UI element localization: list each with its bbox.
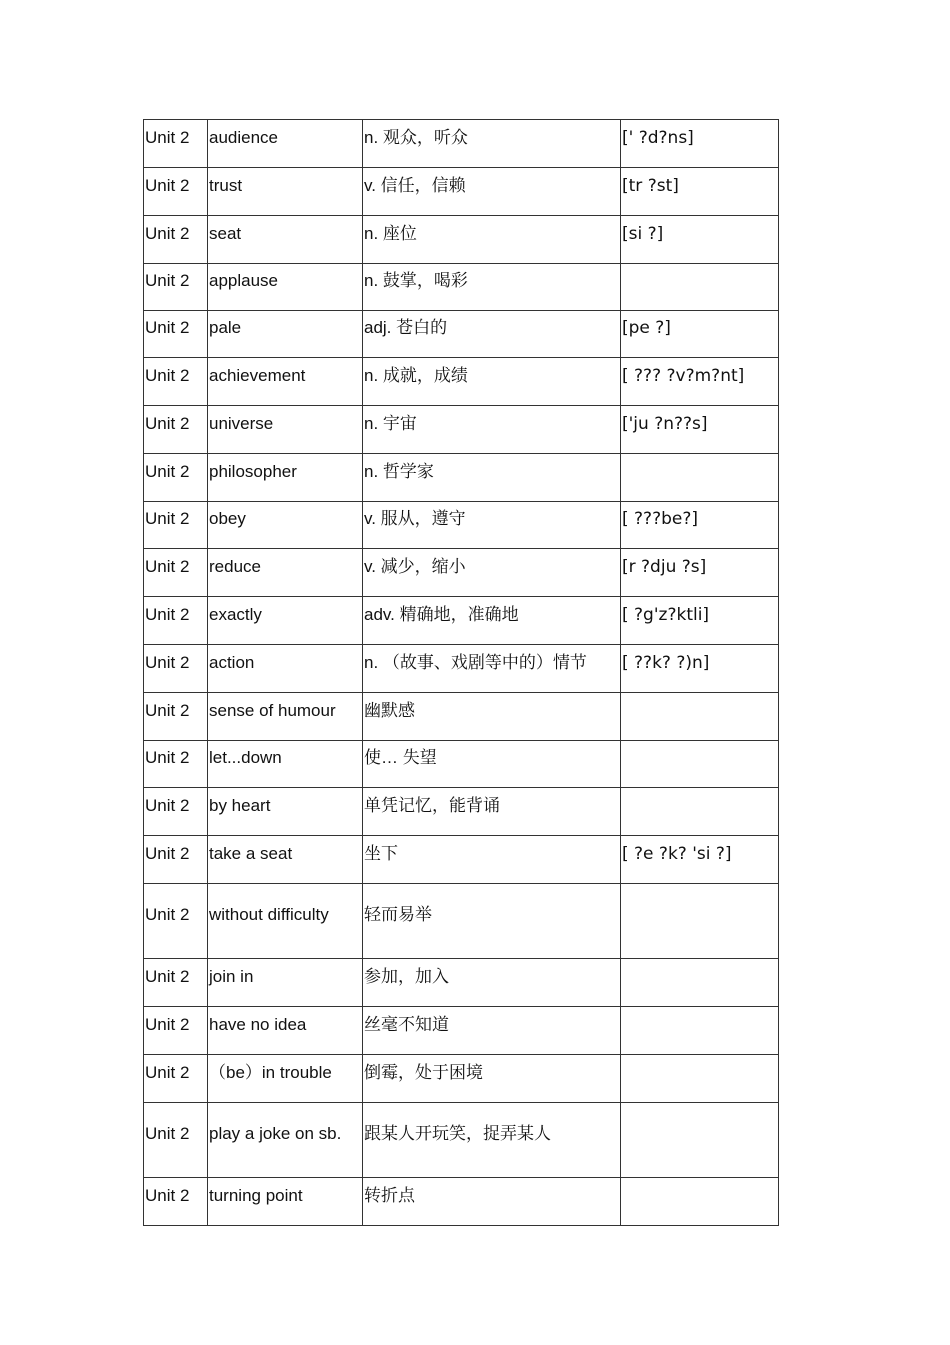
meaning-cell-text: 幽默感: [364, 700, 415, 720]
unit-cell: [144, 502, 208, 549]
unit-cell-text: Unit 2: [145, 1062, 190, 1082]
unit-cell-text: Unit 2: [145, 556, 190, 576]
word-cell: [208, 693, 363, 741]
unit-cell-text: Unit 2: [145, 700, 190, 720]
word-cell-text: seat: [209, 223, 242, 243]
phonetic-cell-text: [ ?e ?k? 'si ?]: [622, 843, 732, 864]
phonetic-cell: [621, 264, 779, 311]
phonetic-cell: [621, 311, 779, 358]
unit-cell: [144, 311, 208, 358]
word-cell-text: （be）in trouble: [209, 1062, 332, 1082]
meaning-cell-text: n. 成就，成绩: [364, 365, 468, 385]
meaning-cell-text: n. 座位: [364, 223, 417, 243]
table-row: [144, 836, 779, 884]
table-row: [144, 168, 779, 216]
unit-cell-text: Unit 2: [145, 413, 190, 433]
phonetic-cell: [621, 1178, 779, 1226]
meaning-cell: [363, 358, 621, 406]
word-cell: [208, 1055, 363, 1103]
word-cell-text: have no idea: [209, 1014, 307, 1034]
word-cell-text: universe: [209, 413, 274, 433]
unit-cell-text: Unit 2: [145, 318, 190, 337]
word-cell: [208, 502, 363, 549]
table-row: [144, 959, 779, 1007]
table-row: [144, 264, 779, 311]
unit-cell-text: Unit 2: [145, 905, 190, 924]
phonetic-cell: [621, 549, 779, 597]
unit-cell-text: Unit 2: [145, 748, 190, 767]
unit-cell: [144, 454, 208, 502]
word-cell: [208, 1103, 363, 1178]
phonetic-cell-text: [ ?g'z?ktli]: [622, 604, 710, 625]
meaning-cell-text: n. （故事、戏剧等中的）情节: [364, 652, 587, 672]
meaning-cell-text: n. 宇宙: [364, 413, 417, 433]
meaning-cell-text: 跟某人开玩笑，捉弄某人: [364, 1124, 551, 1143]
word-cell-text: obey: [209, 509, 246, 528]
unit-cell: [144, 549, 208, 597]
phonetic-cell: [621, 788, 779, 836]
word-cell: [208, 120, 363, 168]
word-cell: [208, 1178, 363, 1226]
phonetic-cell-text: [ ??? ?v?m?nt]: [622, 365, 745, 386]
table-row: [144, 549, 779, 597]
word-cell-text: pale: [209, 318, 242, 337]
phonetic-cell-text: [si ?]: [622, 223, 664, 244]
phonetic-cell: [621, 502, 779, 549]
word-cell: [208, 836, 363, 884]
phonetic-cell: [621, 597, 779, 645]
meaning-cell: [363, 1178, 621, 1226]
phonetic-cell-text: [pe ?]: [622, 318, 671, 338]
unit-cell: [144, 1007, 208, 1055]
meaning-cell-text: 使… 失望: [364, 748, 437, 767]
phonetic-cell-text: [ ???be?]: [622, 509, 699, 529]
phonetic-cell-text: [tr ?st]: [622, 175, 679, 196]
meaning-cell-text: 丝毫不知道: [364, 1014, 449, 1034]
meaning-cell-text: v. 减少，缩小: [364, 556, 466, 576]
table-row: [144, 1055, 779, 1103]
meaning-cell: [363, 1007, 621, 1055]
meaning-cell: [363, 549, 621, 597]
word-cell: [208, 168, 363, 216]
phonetic-cell: [621, 454, 779, 502]
phonetic-cell-text: [' ?d?ns]: [622, 127, 694, 148]
word-cell: [208, 406, 363, 454]
meaning-cell-text: 转折点: [364, 1185, 415, 1205]
word-cell: [208, 311, 363, 358]
meaning-cell-text: n. 鼓掌，喝彩: [364, 271, 468, 290]
unit-cell: [144, 168, 208, 216]
phonetic-cell: [621, 120, 779, 168]
meaning-cell-text: 轻而易举: [364, 905, 432, 924]
table-row: [144, 788, 779, 836]
meaning-cell: [363, 1103, 621, 1178]
word-cell-text: reduce: [209, 556, 261, 576]
meaning-cell: [363, 597, 621, 645]
table-row: [144, 741, 779, 788]
meaning-cell-text: v. 信任，信赖: [364, 175, 466, 195]
unit-cell-text: Unit 2: [145, 1014, 190, 1034]
word-cell: [208, 788, 363, 836]
word-cell-text: join in: [209, 966, 254, 986]
word-cell-text: exactly: [209, 604, 262, 624]
table-row: [144, 693, 779, 741]
word-cell-text: take a seat: [209, 843, 293, 863]
vocabulary-table-body: [144, 120, 779, 1226]
phonetic-cell: [621, 216, 779, 264]
unit-cell: [144, 358, 208, 406]
unit-cell: [144, 406, 208, 454]
word-cell-text: let...down: [209, 748, 282, 767]
meaning-cell-text: v. 服从，遵守: [364, 509, 466, 528]
word-cell-text: trust: [209, 175, 243, 195]
meaning-cell-text: 单凭记忆，能背诵: [364, 795, 500, 815]
word-cell: [208, 1007, 363, 1055]
meaning-cell: [363, 454, 621, 502]
word-cell: [208, 454, 363, 502]
phonetic-cell: [621, 358, 779, 406]
unit-cell-text: Unit 2: [145, 461, 190, 481]
unit-cell: [144, 597, 208, 645]
meaning-cell: [363, 216, 621, 264]
meaning-cell-text: n. 哲学家: [364, 461, 434, 481]
table-row: [144, 1103, 779, 1178]
word-cell: [208, 597, 363, 645]
unit-cell-text: Unit 2: [145, 966, 190, 986]
table-row: [144, 597, 779, 645]
word-cell-text: philosopher: [209, 461, 297, 481]
meaning-cell: [363, 502, 621, 549]
word-cell-text: audience: [209, 127, 279, 147]
table-row: [144, 1178, 779, 1226]
unit-cell-text: Unit 2: [145, 1185, 190, 1205]
unit-cell: [144, 836, 208, 884]
unit-cell-text: Unit 2: [145, 365, 190, 385]
word-cell: [208, 358, 363, 406]
table-row: [144, 216, 779, 264]
meaning-cell: [363, 120, 621, 168]
meaning-cell-text: 参加，加入: [364, 966, 449, 986]
meaning-cell: [363, 645, 621, 693]
unit-cell-text: Unit 2: [145, 175, 190, 195]
word-cell: [208, 884, 363, 959]
unit-cell: [144, 1178, 208, 1226]
meaning-cell: [363, 311, 621, 358]
meaning-cell-text: adj. 苍白的: [364, 318, 448, 337]
meaning-cell: [363, 741, 621, 788]
phonetic-cell-text: [ ??k? ?)n]: [622, 652, 710, 673]
word-cell-text: by heart: [209, 795, 271, 815]
word-cell: [208, 645, 363, 693]
unit-cell: [144, 1103, 208, 1178]
meaning-cell: [363, 406, 621, 454]
unit-cell-text: Unit 2: [145, 509, 190, 528]
table-row: [144, 120, 779, 168]
phonetic-cell: [621, 406, 779, 454]
meaning-cell-text: n. 观众，听众: [364, 127, 468, 147]
unit-cell: [144, 120, 208, 168]
table-row: [144, 645, 779, 693]
word-cell-text: play a joke on sb.: [209, 1124, 342, 1143]
phonetic-cell: [621, 959, 779, 1007]
meaning-cell: [363, 1055, 621, 1103]
unit-cell: [144, 693, 208, 741]
meaning-cell: [363, 264, 621, 311]
phonetic-cell: [621, 645, 779, 693]
unit-cell: [144, 645, 208, 693]
word-cell-text: action: [209, 652, 255, 672]
table-row: [144, 502, 779, 549]
unit-cell-text: Unit 2: [145, 1124, 190, 1143]
meaning-cell: [363, 884, 621, 959]
phonetic-cell: [621, 168, 779, 216]
word-cell: [208, 549, 363, 597]
table-row: [144, 311, 779, 358]
phonetic-cell: [621, 884, 779, 959]
unit-cell-text: Unit 2: [145, 127, 190, 147]
phonetic-cell-text: ['ju ?n??s]: [622, 413, 708, 434]
meaning-cell: [363, 836, 621, 884]
meaning-cell: [363, 168, 621, 216]
word-cell-text: achievement: [209, 365, 306, 385]
table-row: [144, 406, 779, 454]
table-row: [144, 358, 779, 406]
unit-cell-text: Unit 2: [145, 271, 190, 290]
word-cell-text: applause: [209, 271, 279, 290]
vocabulary-table: [143, 119, 779, 1226]
meaning-cell: [363, 959, 621, 1007]
meaning-cell: [363, 788, 621, 836]
word-cell: [208, 741, 363, 788]
unit-cell: [144, 1055, 208, 1103]
word-cell-text: without difficulty: [209, 905, 329, 924]
word-cell: [208, 216, 363, 264]
unit-cell-text: Unit 2: [145, 795, 190, 815]
meaning-cell-text: 坐下: [364, 843, 398, 863]
unit-cell-text: Unit 2: [145, 223, 190, 243]
unit-cell-text: Unit 2: [145, 652, 190, 672]
phonetic-cell: [621, 1007, 779, 1055]
unit-cell: [144, 788, 208, 836]
phonetic-cell: [621, 741, 779, 788]
meaning-cell-text: 倒霉，处于困境: [364, 1062, 483, 1082]
phonetic-cell-text: [r ?dju ?s]: [622, 556, 707, 577]
phonetic-cell: [621, 1055, 779, 1103]
word-cell: [208, 959, 363, 1007]
table-row: [144, 884, 779, 959]
phonetic-cell: [621, 693, 779, 741]
word-cell: [208, 264, 363, 311]
unit-cell: [144, 884, 208, 959]
meaning-cell: [363, 693, 621, 741]
unit-cell: [144, 264, 208, 311]
unit-cell: [144, 959, 208, 1007]
phonetic-cell: [621, 836, 779, 884]
word-cell-text: sense of humour: [209, 700, 336, 720]
unit-cell: [144, 216, 208, 264]
unit-cell-text: Unit 2: [145, 843, 190, 863]
unit-cell: [144, 741, 208, 788]
meaning-cell-text: adv. 精确地，准确地: [364, 604, 519, 624]
unit-cell-text: Unit 2: [145, 604, 190, 624]
word-cell-text: turning point: [209, 1185, 303, 1205]
table-row: [144, 1007, 779, 1055]
table-row: [144, 454, 779, 502]
phonetic-cell: [621, 1103, 779, 1178]
